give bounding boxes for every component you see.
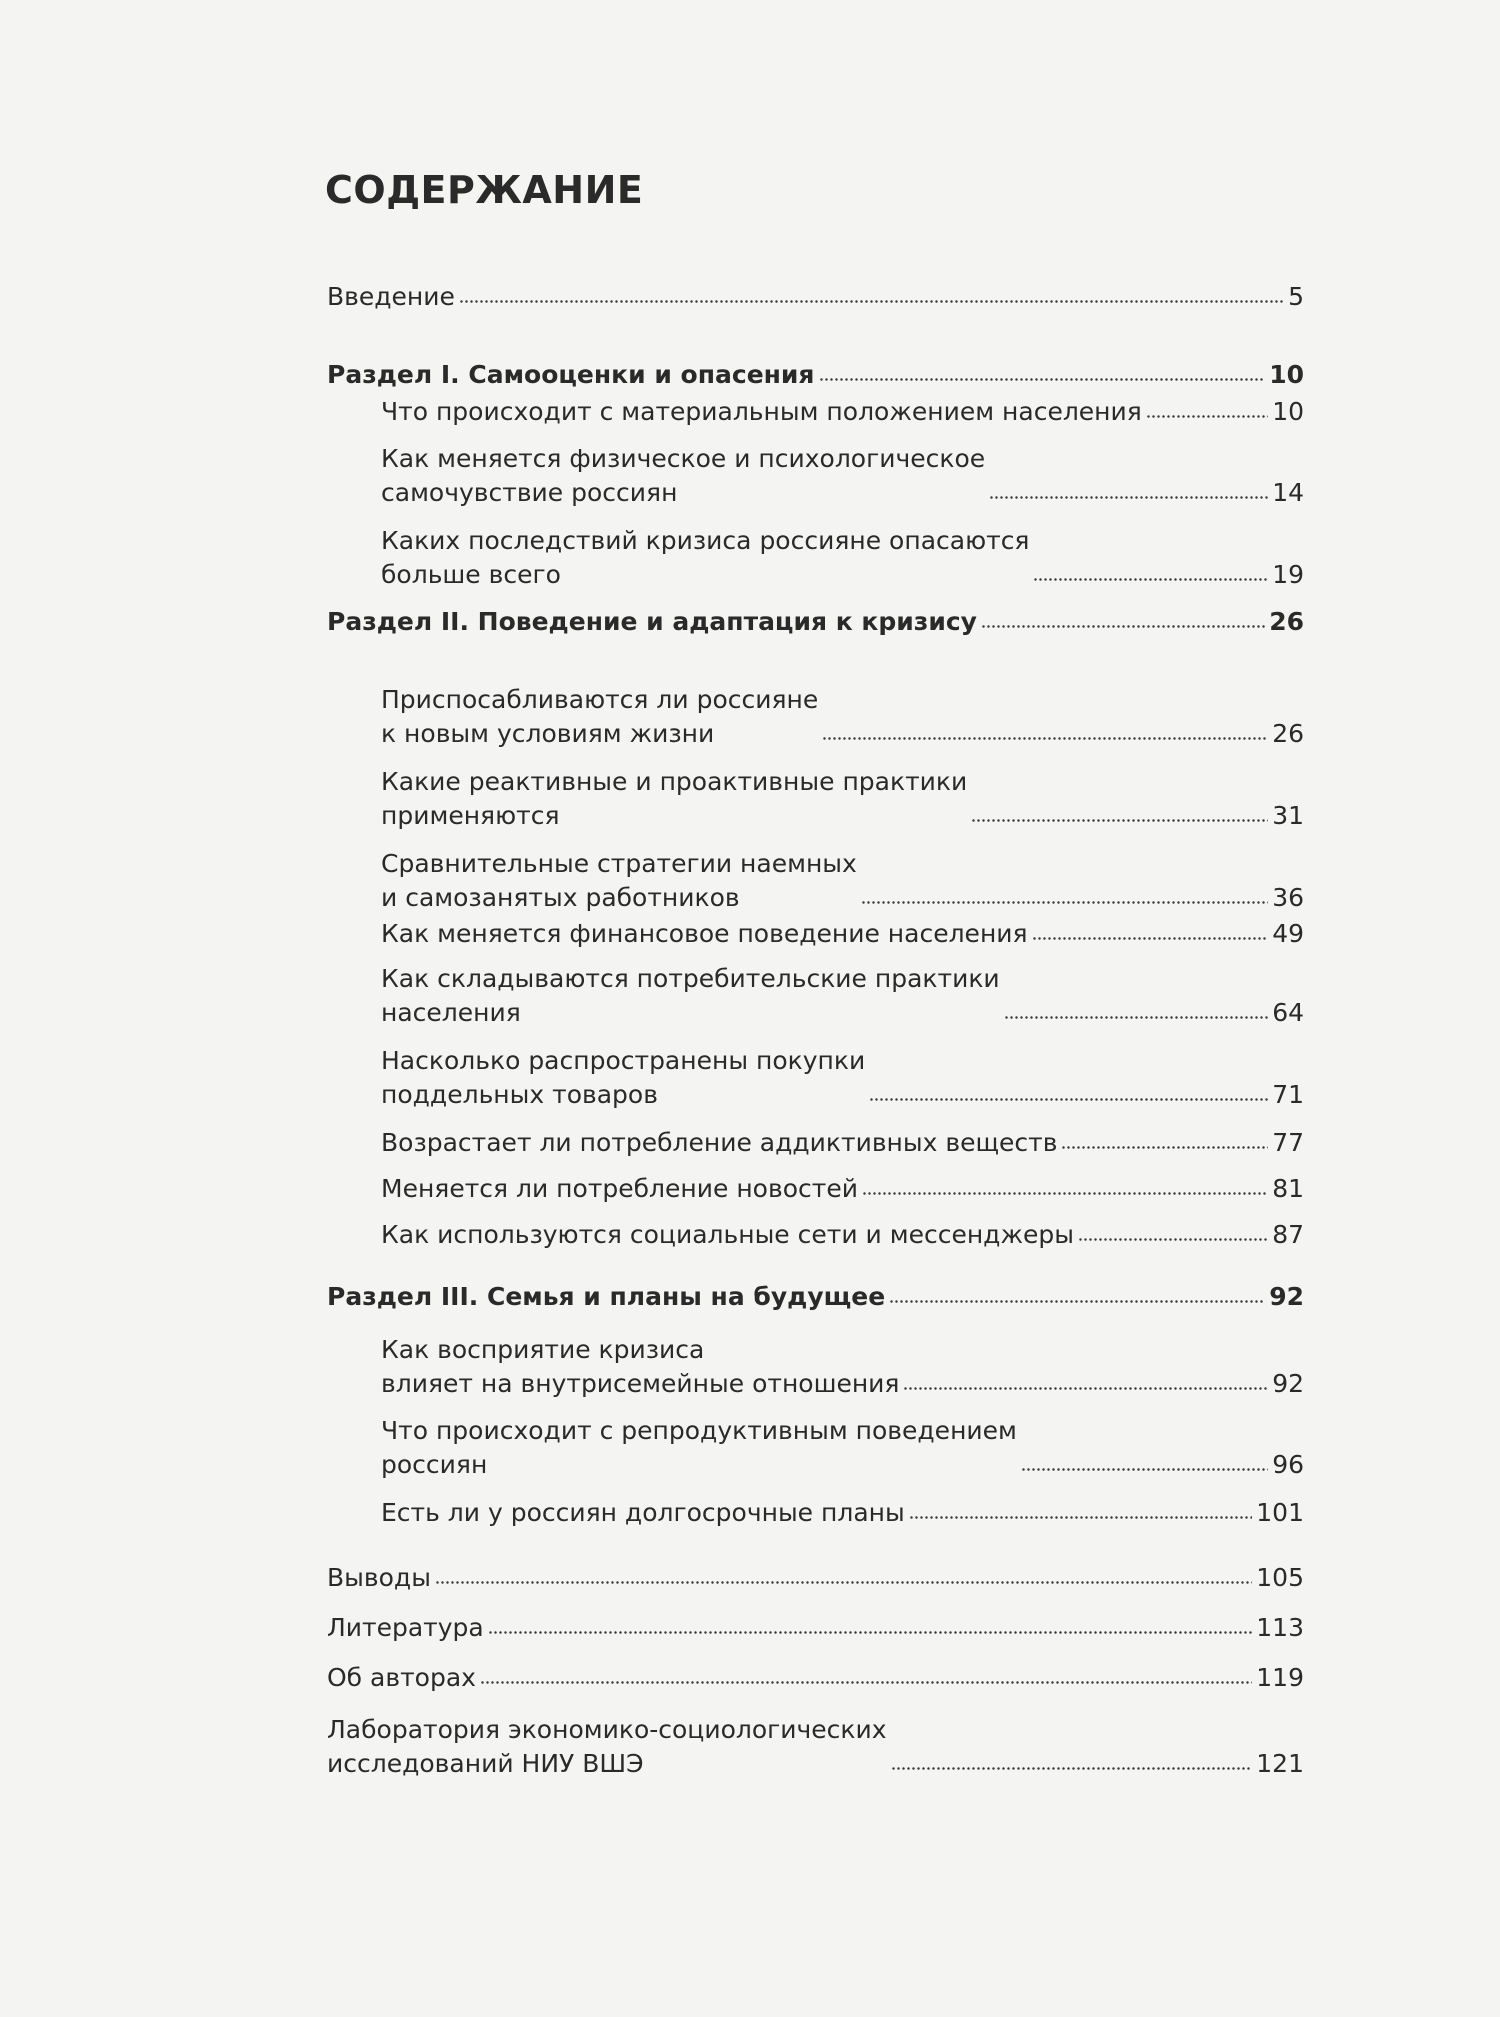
toc-page-number: 10	[1269, 360, 1304, 389]
dot-leader	[909, 1512, 1253, 1522]
toc-page-number: 92	[1269, 1282, 1304, 1311]
toc-page-number: 36	[1272, 883, 1304, 912]
toc-entry-title	[381, 765, 967, 833]
toc-entry-title	[381, 1172, 858, 1206]
toc-page-number: 31	[1272, 801, 1304, 830]
toc-entry-title	[327, 280, 455, 314]
toc-entry-title-line: Выводы	[327, 1563, 431, 1592]
toc-page-number: 119	[1256, 1663, 1304, 1692]
toc-entry-title-line: Раздел I. Самооценки и опасения	[327, 360, 815, 389]
toc-entry-title	[327, 1611, 484, 1645]
toc-entry-title-line: россиян	[381, 1450, 488, 1479]
toc-entry-title	[381, 847, 857, 915]
toc-page-number: 92	[1272, 1369, 1304, 1398]
toc-entry-title-line: Как складываются потребительские практики	[381, 964, 1000, 993]
toc-entry-title-line: Как меняется физическое и психологическое	[381, 444, 986, 473]
toc-subentry	[327, 917, 1304, 951]
toc-entry-title-line: Как используются социальные сети и мессенджеры	[381, 1220, 1074, 1249]
dot-leader	[989, 492, 1268, 502]
toc-entry-title	[327, 1561, 431, 1595]
toc-entry-title-line: поддельных товаров	[381, 1080, 658, 1109]
toc-page-number: 49	[1272, 919, 1304, 948]
toc-entry-title	[327, 1661, 476, 1695]
toc-entry-title	[381, 1126, 1057, 1160]
toc-entry-title-line: Что происходит с материальным положением населения	[381, 397, 1142, 426]
toc-entry-title-line: Об авторах	[327, 1663, 476, 1692]
toc-entry-title-line: Возрастает ли потребление аддиктивных веществ	[381, 1128, 1058, 1157]
toc-page-number: 96	[1272, 1450, 1304, 1479]
toc-subentry	[327, 1126, 1304, 1160]
toc-entry-title-line: Как восприятие кризиса	[381, 1335, 705, 1364]
toc-page-number: 26	[1269, 607, 1304, 636]
toc-page-number: 101	[1256, 1498, 1304, 1527]
dot-leader	[862, 1188, 1268, 1198]
toc-entry-title-line: Лаборатория экономико-социологических	[327, 1715, 887, 1744]
toc-entry-title	[327, 358, 815, 392]
dot-leader	[981, 621, 1265, 631]
toc-entry-title	[381, 1218, 1074, 1252]
dot-leader	[480, 1677, 1252, 1687]
toc-entry-title	[381, 524, 1029, 592]
toc-entry-title-line: Приспосабливаются ли россияне	[381, 685, 819, 714]
toc-entry-title-line: применяются	[381, 801, 560, 830]
dot-leader	[903, 1383, 1268, 1393]
toc-page-number: 121	[1256, 1749, 1304, 1778]
toc-entry-title	[327, 1280, 885, 1314]
toc-entry	[327, 1713, 1304, 1781]
toc-entry-title-line: Введение	[327, 282, 455, 311]
toc-section	[327, 605, 1304, 639]
toc-entry-title	[381, 1333, 899, 1401]
toc-entry	[327, 1661, 1304, 1695]
toc-entry-title-line: Какие реактивные и проактивные практики	[381, 767, 968, 796]
toc-section	[327, 358, 1304, 392]
toc-entry-title-line: больше всего	[381, 560, 561, 589]
toc-entry-title-line: Есть ли у россиян долгосрочные планы	[381, 1498, 905, 1527]
dot-leader	[889, 1296, 1265, 1306]
toc-page-number: 113	[1256, 1613, 1304, 1642]
toc-page-number: 26	[1272, 719, 1304, 748]
toc-page-number: 71	[1272, 1080, 1304, 1109]
toc-entry	[327, 280, 1304, 314]
toc-page-number: 5	[1288, 282, 1304, 311]
dot-leader	[861, 897, 1268, 907]
toc-entry-title	[381, 1414, 1017, 1482]
toc-page-number: 77	[1272, 1128, 1304, 1157]
toc-subentry	[327, 442, 1304, 510]
dot-leader	[819, 374, 1266, 384]
toc-entry-title-line: Меняется ли потребление новостей	[381, 1174, 858, 1203]
toc-entry-title-line: Как меняется финансовое поведение населения	[381, 919, 1028, 948]
toc-subentry	[327, 1044, 1304, 1112]
dot-leader	[891, 1763, 1253, 1773]
dot-leader	[1078, 1234, 1268, 1244]
toc-entry-title-line: Сравнительные стратегии наемных	[381, 849, 857, 878]
dot-leader	[971, 815, 1268, 825]
dot-leader	[1021, 1464, 1268, 1474]
dot-leader	[1061, 1142, 1268, 1152]
toc-entry-title-line: Раздел II. Поведение и адаптация к кризису	[327, 607, 977, 636]
toc-entry-title-line: исследований НИУ ВШЭ	[327, 1749, 644, 1778]
toc-subentry	[327, 765, 1304, 833]
toc-entry-title	[381, 1496, 905, 1530]
toc-entry-title	[381, 442, 985, 510]
toc-subentry	[327, 847, 1304, 915]
dot-leader	[1032, 933, 1269, 943]
toc-entry-title	[327, 1713, 887, 1781]
toc-entry-title-line: Насколько распространены покупки	[381, 1046, 866, 1075]
toc-subentry	[327, 1218, 1304, 1252]
dot-leader	[459, 296, 1284, 306]
toc-subentry	[327, 683, 1304, 751]
toc-page-number: 105	[1256, 1563, 1304, 1592]
toc-entry-title-line: самочувствие россиян	[381, 478, 678, 507]
toc-subentry	[327, 1496, 1304, 1530]
dot-leader	[869, 1094, 1268, 1104]
toc-entry-title-line: населения	[381, 998, 521, 1027]
toc-page-number: 14	[1272, 478, 1304, 507]
toc-section	[327, 1280, 1304, 1314]
toc-page-number: 81	[1272, 1174, 1304, 1203]
toc-subentry	[327, 1172, 1304, 1206]
toc-page-number: 87	[1272, 1220, 1304, 1249]
dot-leader	[435, 1577, 1252, 1587]
toc-page-number: 64	[1272, 998, 1304, 1027]
toc-entry-title-line: Что происходит с репродуктивным поведением	[381, 1416, 1017, 1445]
dot-leader	[1033, 574, 1268, 584]
toc-entry-title	[381, 395, 1142, 429]
toc-entry-title-line: к новым условиям жизни	[381, 719, 715, 748]
toc-entry-title	[381, 917, 1028, 951]
toc-entry	[327, 1561, 1304, 1595]
dot-leader	[488, 1627, 1253, 1637]
page-title: СОДЕРЖАНИЕ	[325, 168, 644, 212]
dot-leader	[822, 733, 1268, 743]
toc-entry-title-line: Раздел III. Семья и планы на будущее	[327, 1282, 886, 1311]
toc-entry-title-line: Литература	[327, 1613, 484, 1642]
toc-entry	[327, 1611, 1304, 1645]
toc-subentry	[327, 962, 1304, 1030]
toc-entry-title	[327, 605, 977, 639]
toc-subentry	[327, 1333, 1304, 1401]
toc-entry-title	[381, 1044, 865, 1112]
toc-subentry	[327, 1414, 1304, 1482]
toc-subentry	[327, 395, 1304, 429]
toc-entry-title	[381, 962, 1000, 1030]
toc-entry-title	[381, 683, 818, 751]
toc-entry-title-line: и самозанятых работников	[381, 883, 740, 912]
toc-page-number: 19	[1272, 560, 1304, 589]
toc-entry-title-line: Каких последствий кризиса россияне опасаются	[381, 526, 1030, 555]
toc-subentry	[327, 524, 1304, 592]
dot-leader	[1004, 1012, 1269, 1022]
toc-page-number: 10	[1272, 397, 1304, 426]
dot-leader	[1146, 411, 1268, 421]
toc-entry-title-line: влияет на внутрисемейные отношения	[381, 1369, 900, 1398]
